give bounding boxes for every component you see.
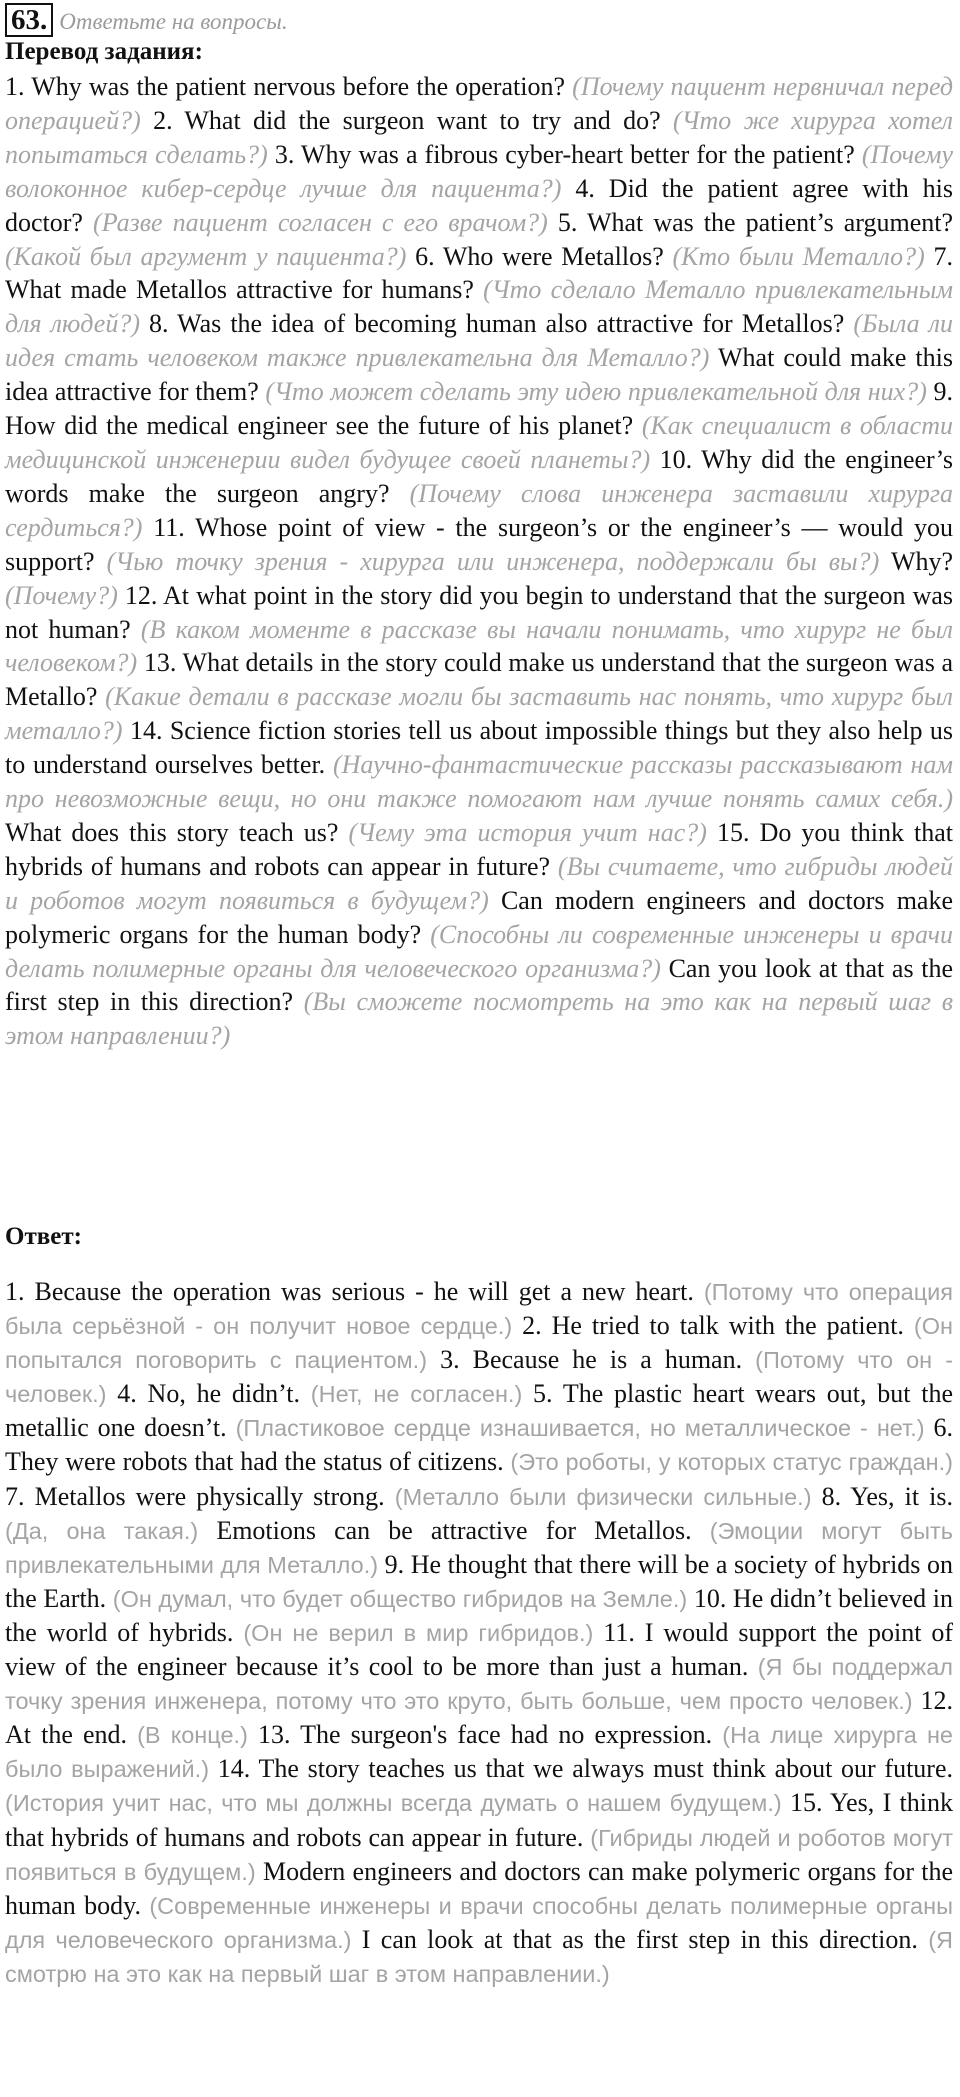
answer-6-ru-translation: (Это роботы, у которых статус граждан.): [510, 1449, 954, 1476]
question-1-en: 1. Why was the patient nervous before the operation?: [5, 72, 565, 101]
question-1-ru-translation: (Почему пациент нервничал перед операцией?): [5, 72, 954, 135]
answer-18-ru-translation: (Я смотрю на это как на первый шаг в этом направлении.): [5, 1926, 954, 1987]
answer-6-en: 6. They were robots that had the status of citizens.: [5, 1413, 954, 1477]
question-18-en: 15. Do you think that hybrids of humans and robots can appear in future?: [5, 817, 954, 881]
question-7-ru-translation: (Что сделало Металло привлекательным для людей?): [5, 275, 953, 339]
answer-14-en: 13. The surgeon's face had no expression.: [258, 1720, 713, 1750]
answer-16-ru-translation: (Гибриды людей и роботов могут появиться в будущем.): [5, 1824, 954, 1885]
answer-3-ru-translation: (Потому что он - человек.): [5, 1347, 954, 1408]
question-7-en: 7. What made Metallos attractive for humans?: [5, 241, 953, 305]
answer-9-en: Emotions can be attractive for Metallos.: [216, 1515, 692, 1545]
question-18-ru-translation: (Вы считаете, что гибриды людей и роботов могут появиться в будущем?): [5, 851, 954, 915]
answer-13-ru-translation: (В конце.): [137, 1722, 248, 1749]
answer-4-en: 4. No, he didn’t.: [117, 1379, 301, 1409]
answer-17-ru-translation: (Современные инженеры и врачи способны делать полимерные органы для человеческого организма.): [5, 1892, 953, 1953]
answer-1-en: 1. Because the operation was serious - he will get a new heart.: [5, 1277, 694, 1306]
question-8-ru-translation: (Была ли идея стать человеком также привлекательна для Металло?): [5, 309, 953, 373]
answer-10-ru-translation: (Он думал, что будет общество гибридов на Земле.): [112, 1585, 688, 1612]
answer-5-ru-translation: (Пластиковое сердце изнашивается, но металлическое - нет.): [235, 1415, 925, 1442]
question-16-en: 14. Science fiction stories tell us about impossible things but they also help us to understand ourselves better.: [5, 716, 954, 780]
answer-2-ru-translation: (Он попытался поговорить с пациентом.): [5, 1313, 953, 1374]
answer-8-en: 8. Yes, it is.: [821, 1481, 953, 1511]
task-translation-heading: Перевод задания:: [5, 38, 203, 65]
question-4-ru-translation: (Разве пациент согласен с его врачом?): [93, 207, 548, 237]
question-5-en: 5. What was the patient’s argument?: [557, 207, 954, 237]
answer-15-ru-translation: (История учит нас, что мы должны всегда думать о нашем будущем.): [5, 1790, 782, 1817]
answer-1-ru-translation: (Потому что операция была серьёзной - он получит новое сердце.): [5, 1279, 954, 1340]
question-10-ru-translation: (Как специалист в области медицинской инженерии видел будущее своей планеты?): [5, 411, 953, 474]
question-20-ru-translation: (Вы сможете посмотреть на это как на первый шаг в этом направлении?): [5, 987, 953, 1051]
answer-5-en: 5. The plastic heart wears out, but the metallic one doesn’t.: [5, 1379, 954, 1443]
exercise-number: 63.: [5, 3, 53, 37]
question-12-ru-translation: (Чью точку зрения - хирурга или инженера, поддержали бы вы?): [106, 546, 880, 576]
exercise-header: [5, 3, 288, 37]
answer-16-en: 15. Yes, I think that hybrids of humans and robots can appear in future.: [5, 1788, 954, 1852]
question-11-en: 10. Why did the engineer’s words make the surgeon angry?: [5, 444, 954, 508]
answer-8-ru-translation: (Да, она такая.): [5, 1517, 199, 1544]
answer-3-en: 3. Because he is a human.: [440, 1345, 743, 1375]
question-12-en: 11. Whose point of view - the surgeon’s or the engineer’s — would you support?: [5, 512, 954, 576]
answer-17-en: Modern engineers and doctors can make polymeric organs for the human body.: [5, 1856, 954, 1920]
question-3-ru-translation: (Почему волоконное кибер-сердце лучше для пациента?): [5, 139, 954, 203]
question-6-ru-translation: (Кто были Металло?): [672, 241, 925, 271]
question-13-ru-translation: (Почему?): [5, 580, 118, 610]
exercise-instruction: Ответьте на вопросы.: [59, 9, 288, 34]
question-10-en: 9. How did the medical engineer see the future of his planet?: [5, 377, 953, 441]
question-9-en: What could make this idea attractive for them?: [5, 343, 953, 407]
answer-18-en: I can look at that as the first step in this direction.: [361, 1924, 918, 1954]
answer-12-en: 11. I would support the point of view of the engineer because it’s cool to be more than just a human.: [5, 1617, 954, 1682]
answer-heading: Ответ:: [5, 1223, 82, 1250]
question-8-en: 8. Was the idea of becoming human also attractive for Metallos?: [149, 309, 845, 339]
answer-14-ru-translation: (На лице хирурга не было выражений.): [5, 1722, 954, 1783]
question-20-en: Can you look at that as the first step in this direction?: [5, 953, 954, 1017]
question-17-ru-translation: (Чему эта история учит нас?): [348, 817, 707, 847]
question-2-en: 2. What did the surgeon want to try and do?: [153, 105, 661, 135]
question-19-ru-translation: (Способны ли современные инженеры и врачи делать полимерные органы для человеческого организма?): [5, 919, 954, 983]
question-15-ru-translation: (Какие детали в рассказе могли бы заставить нас понять, что хирург был металло?): [5, 682, 953, 746]
questions-paragraph: [5, 70, 953, 1053]
question-2-ru-translation: (Что же хирурга хотел попытаться сделать?): [5, 105, 954, 169]
answer-15-en: 14. The story teaches us that we always must think about our future.: [217, 1754, 954, 1784]
answers-paragraph: [5, 1275, 953, 1991]
question-11-ru-translation: (Почему слова инженера заставили хирурга сердиться?): [5, 478, 953, 542]
question-5-ru-translation: (Какой был аргумент у пациента?): [5, 241, 407, 271]
answer-13-en: 12. At the end.: [5, 1686, 953, 1750]
answer-7-en: 7. Metallos were physically strong.: [5, 1481, 385, 1511]
question-13-en: Why?: [890, 546, 954, 576]
question-4-en: 4. Did the patient agree with his doctor?: [5, 173, 954, 237]
answer-2-en: 2. He tried to talk with the patient.: [522, 1311, 904, 1341]
question-14-en: 12. At what point in the story did you begin to understand that the surgeon was not human?: [5, 580, 954, 644]
question-17-en: What does this story teach us?: [5, 817, 339, 847]
answer-12-ru-translation: (Я бы поддержал точку зрения инженера, потому что это круто, быть больше, чем просто человек.): [5, 1654, 953, 1715]
question-16-ru-translation: (Научно-фантастические рассказы рассказывают нам про невозможные вещи, но они также помогают нам лучше понять самих себя.): [5, 750, 953, 814]
answer-4-ru-translation: (Нет, не согласен.): [310, 1381, 523, 1408]
question-9-ru-translation: (Что может сделать эту идею привлекательной для них?): [265, 377, 927, 407]
answer-11-en: 10. He didn’t believed in the world of hybrids.: [5, 1583, 953, 1647]
answer-9-ru-translation: (Эмоции могут быть привлекательными для Металло.): [5, 1517, 953, 1578]
answer-11-ru-translation: (Он не верил в мир гибридов.): [243, 1619, 594, 1646]
question-15-en: 13. What details in the story could make us understand that the surgeon was a Metallo?: [5, 648, 954, 712]
answer-10-en: 9. He thought that there will be a society of hybrids on the Earth.: [5, 1549, 953, 1613]
question-6-en: 6. Who were Metallos?: [415, 241, 664, 271]
question-3-en: 3. Why was a fibrous cyber-heart better for the patient?: [274, 139, 855, 169]
answer-7-ru-translation: (Металло были физически сильные.): [394, 1483, 812, 1510]
question-14-ru-translation: (В каком моменте в рассказе вы начали понимать, что хирург не был человеком?): [5, 614, 954, 678]
question-19-en: Can modern engineers and doctors make polymeric organs for the human body?: [5, 885, 953, 949]
